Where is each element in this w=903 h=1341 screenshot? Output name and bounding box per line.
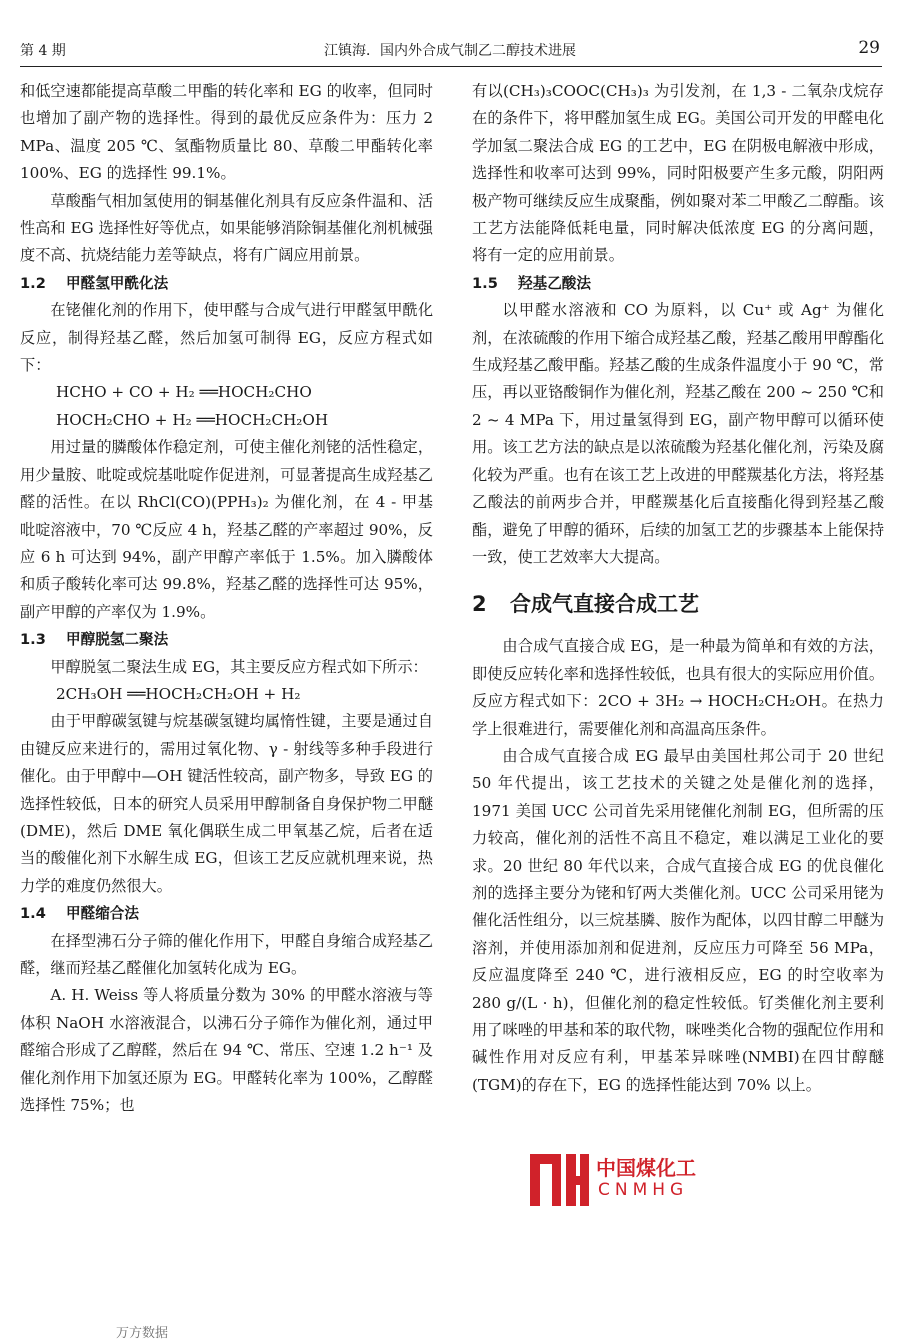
section-title: 羟基乙酸法	[518, 274, 591, 292]
section-title: 甲醇脱氢二聚法	[66, 631, 169, 649]
watermark-text-cn: 中国煤化工	[596, 1152, 696, 1181]
section-title: 甲醛缩合法	[66, 905, 139, 923]
equation: HOCH₂CHO + H₂ ══HOCH₂CH₂OH	[56, 410, 329, 429]
cnmhg-logo-icon	[528, 1150, 590, 1208]
section-number: 1.4	[20, 905, 46, 923]
section-title: 甲醛氢甲酰化法	[66, 274, 169, 292]
paragraph: 由于甲醇碳氢键与烷基碳氢键均属惰性键，主要是通过自由键反应来进行的，需用过氧化物、γ - 射线等多种手段进行催化。由于甲醇中—OH 键活性较高，副产物多，导致 EG 的选择性较低，日本的研究人员采用甲醇制备自身保护物二甲醚(DME)，然后 DME 氧化偶联生成二甲氧基乙烷，后者在适当的酸催化剂下水解生成 EG，但该工艺反应就机理来说，热力学的难度仍然很大。	[20, 712, 433, 895]
paragraph: 由合成气直接合成 EG 最早由美国杜邦公司于 20 世纪 50 年代提出，该工艺技术的关键之处是催化剂的选择，1971 美国 UCC 公司首先采用铑催化剂制 EG，但所需的压力较高，催化剂的活性不高且不稳定，难以满足工业化的要求。20 世纪 80 年代以来，合成气直接合成 EG 的优良催化剂的选择主要分为铑和钌两大类催化剂。UCC 公司采用铑为催化活性组分，以三烷基膦、胺作为配体，以四甘醇二甲醚为溶剂，并使用添加剂和促进剂，反应压力可降至 56 MPa，反应温度降至 240 ℃，进行液相反应，EG 的时空收率为 280 g/(L · h)，但催化剂的稳定性较低。钌类催化剂主要利用了咪唑的甲基和苯的取代物，咪唑类化合物的强配位作用和碱性作用对反应有利，甲基苯异咪唑(NMBI)在四甘醇醚(TGM)的存在下，EG 的选择性能达到 70% 以上。	[472, 746, 884, 1094]
equation: 2CH₃OH ══HOCH₂CH₂OH + H₂	[56, 684, 301, 703]
page-number: 29	[858, 38, 880, 58]
section-number: 1.5	[472, 274, 498, 292]
issue-number: 第 4 期	[20, 43, 66, 59]
section-heading-1-3	[20, 626, 433, 653]
section-heading-1-2	[20, 270, 433, 297]
section-heading-2	[472, 589, 884, 619]
left-column	[20, 78, 433, 1119]
paragraph: 以甲醛水溶液和 CO 为原料，以 Cu⁺ 或 Ag⁺ 为催化剂，在浓硫酸的作用下缩合成羟基乙酸，羟基乙酸用甲醇酯化生成羟基乙酸甲酯。羟基乙酸的生成条件温度小于 90 ℃，常压，再以亚铬酸铜作为催化剂，羟基乙酸在 200 ~ 250 ℃和 2 ~ 4 MPa 下，用过量氢得到 EG，副产物甲醇可以循环使用。该工艺方法的缺点是以浓硫酸为羟基化催化剂，污染及腐化较为严重。也有在该工艺上改进的甲醛羰基化方法，将羟基乙酸法的前两步合并，甲醛羰基化后直接酯化得到羟基乙酸酯，避免了甲醇的循环，后续的加氢工艺的步骤基本上能保持一致，使工艺效率大大提高。	[472, 301, 884, 566]
paragraph: 在铑催化剂的作用下，使甲醛与合成气进行甲醛氢甲酰化反应，制得羟基乙醛，然后加氢可制得 EG，反应方程式如下：	[20, 301, 433, 375]
section-number: 1.3	[20, 631, 46, 649]
running-header	[20, 34, 880, 64]
paragraph: 甲醇脱氢二聚法生成 EG，其主要反应方程式如下所示：	[50, 657, 428, 676]
paragraph: 用过量的膦酸体作稳定剂，可使主催化剂铑的活性稳定，用少量胺、吡啶或烷基吡啶作促进剂，可显著提高生成羟基乙醛的活性。在以 RhCl(CO)(PPH₃)₂ 为催化剂，在 4 - 甲基吡啶溶液中，70 ℃反应 4 h，羟基乙醛的产率超过 90%，反应 6 h 可达到 94%，副产甲醇产率低于 1.5%。加入膦酸体和质子酸转化率可达 99.8%，羟基乙醛的选择性可达 95%，副产甲醇的产率仅为 1.9%。	[20, 438, 433, 621]
wanfang-watermark: 万方数据	[116, 1326, 169, 1341]
watermark-logo	[528, 1150, 728, 1210]
watermark-text-en: CNMHG	[598, 1180, 689, 1200]
equation: HCHO + CO + H₂ ══HOCH₂CHO	[56, 383, 312, 402]
section-number: 1.2	[20, 274, 46, 292]
right-column	[472, 78, 884, 1099]
paragraph: 由合成气直接合成 EG，是一种最为简单和有效的方法，即使反应转化率和选择性较低，也具有很大的实际应用价值。反应方程式如下：2CO + 3H₂ → HOCH₂CH₂OH。在热力学上很难进行，需要催化剂和高温高压条件。	[472, 637, 884, 738]
paragraph: 在择型沸石分子筛的催化作用下，甲醛自身缩合成羟基乙醛，继而羟基乙醛催化加氢转化成为 EG。	[20, 931, 433, 977]
paragraph: A. H. Weiss 等人将质量分数为 30% 的甲醛水溶液与等体积 NaOH 水溶液混合，以沸石分子筛作为催化剂，通过甲醛缩合形成了乙醇醛，然后在 94 ℃、常压、空速 1.2 h⁻¹ 及催化剂作用下加氢还原为 EG。甲醛转化率为 100%，乙醇醛选择性 75%；也	[20, 986, 433, 1115]
header-rule	[20, 66, 882, 67]
paragraph: 和低空速都能提高草酸二甲酯的转化率和 EG 的收率，但同时也增加了副产物的选择性。得到的最优反应条件为：压力 2 MPa、温度 205 ℃、氢酯物质量比 80、草酸二甲酯转化率 100%、EG 的选择性 99.1%。	[20, 82, 433, 183]
running-title: 江镇海．国内外合成气制乙二醇技术进展	[324, 43, 576, 59]
paragraph: 有以(CH₃)₃COOC(CH₃)₃ 为引发剂，在 1,3 - 二氧杂戊烷存在的条件下，将甲醛加氢生成 EG。美国公司开发的甲醛电化学加氢二聚法合成 EG 的工艺中，EG 在阴极电解液中形成，选择性和收率可达到 99%，同时阳极要产生多元酸，阴阳两极产物可继续反应生成聚酯，例如聚对苯二甲酸乙二醇酯。该工艺方法能降低耗电量，同时解决低浓度 EG 的分离问题，将有一定的应用前景。	[472, 82, 884, 265]
section-heading-1-4	[20, 900, 433, 927]
paragraph: 草酸酯气相加氢使用的铜基催化剂具有反应条件温和、活性高和 EG 选择性好等优点，如果能够消除铜基催化剂机械强度不高、抗烧结能力差等缺点，将有广阔应用前景。	[20, 191, 433, 265]
section-heading-1-5	[472, 270, 884, 297]
section-title: 合成气直接合成工艺	[510, 592, 699, 617]
section-number: 2	[472, 592, 487, 617]
